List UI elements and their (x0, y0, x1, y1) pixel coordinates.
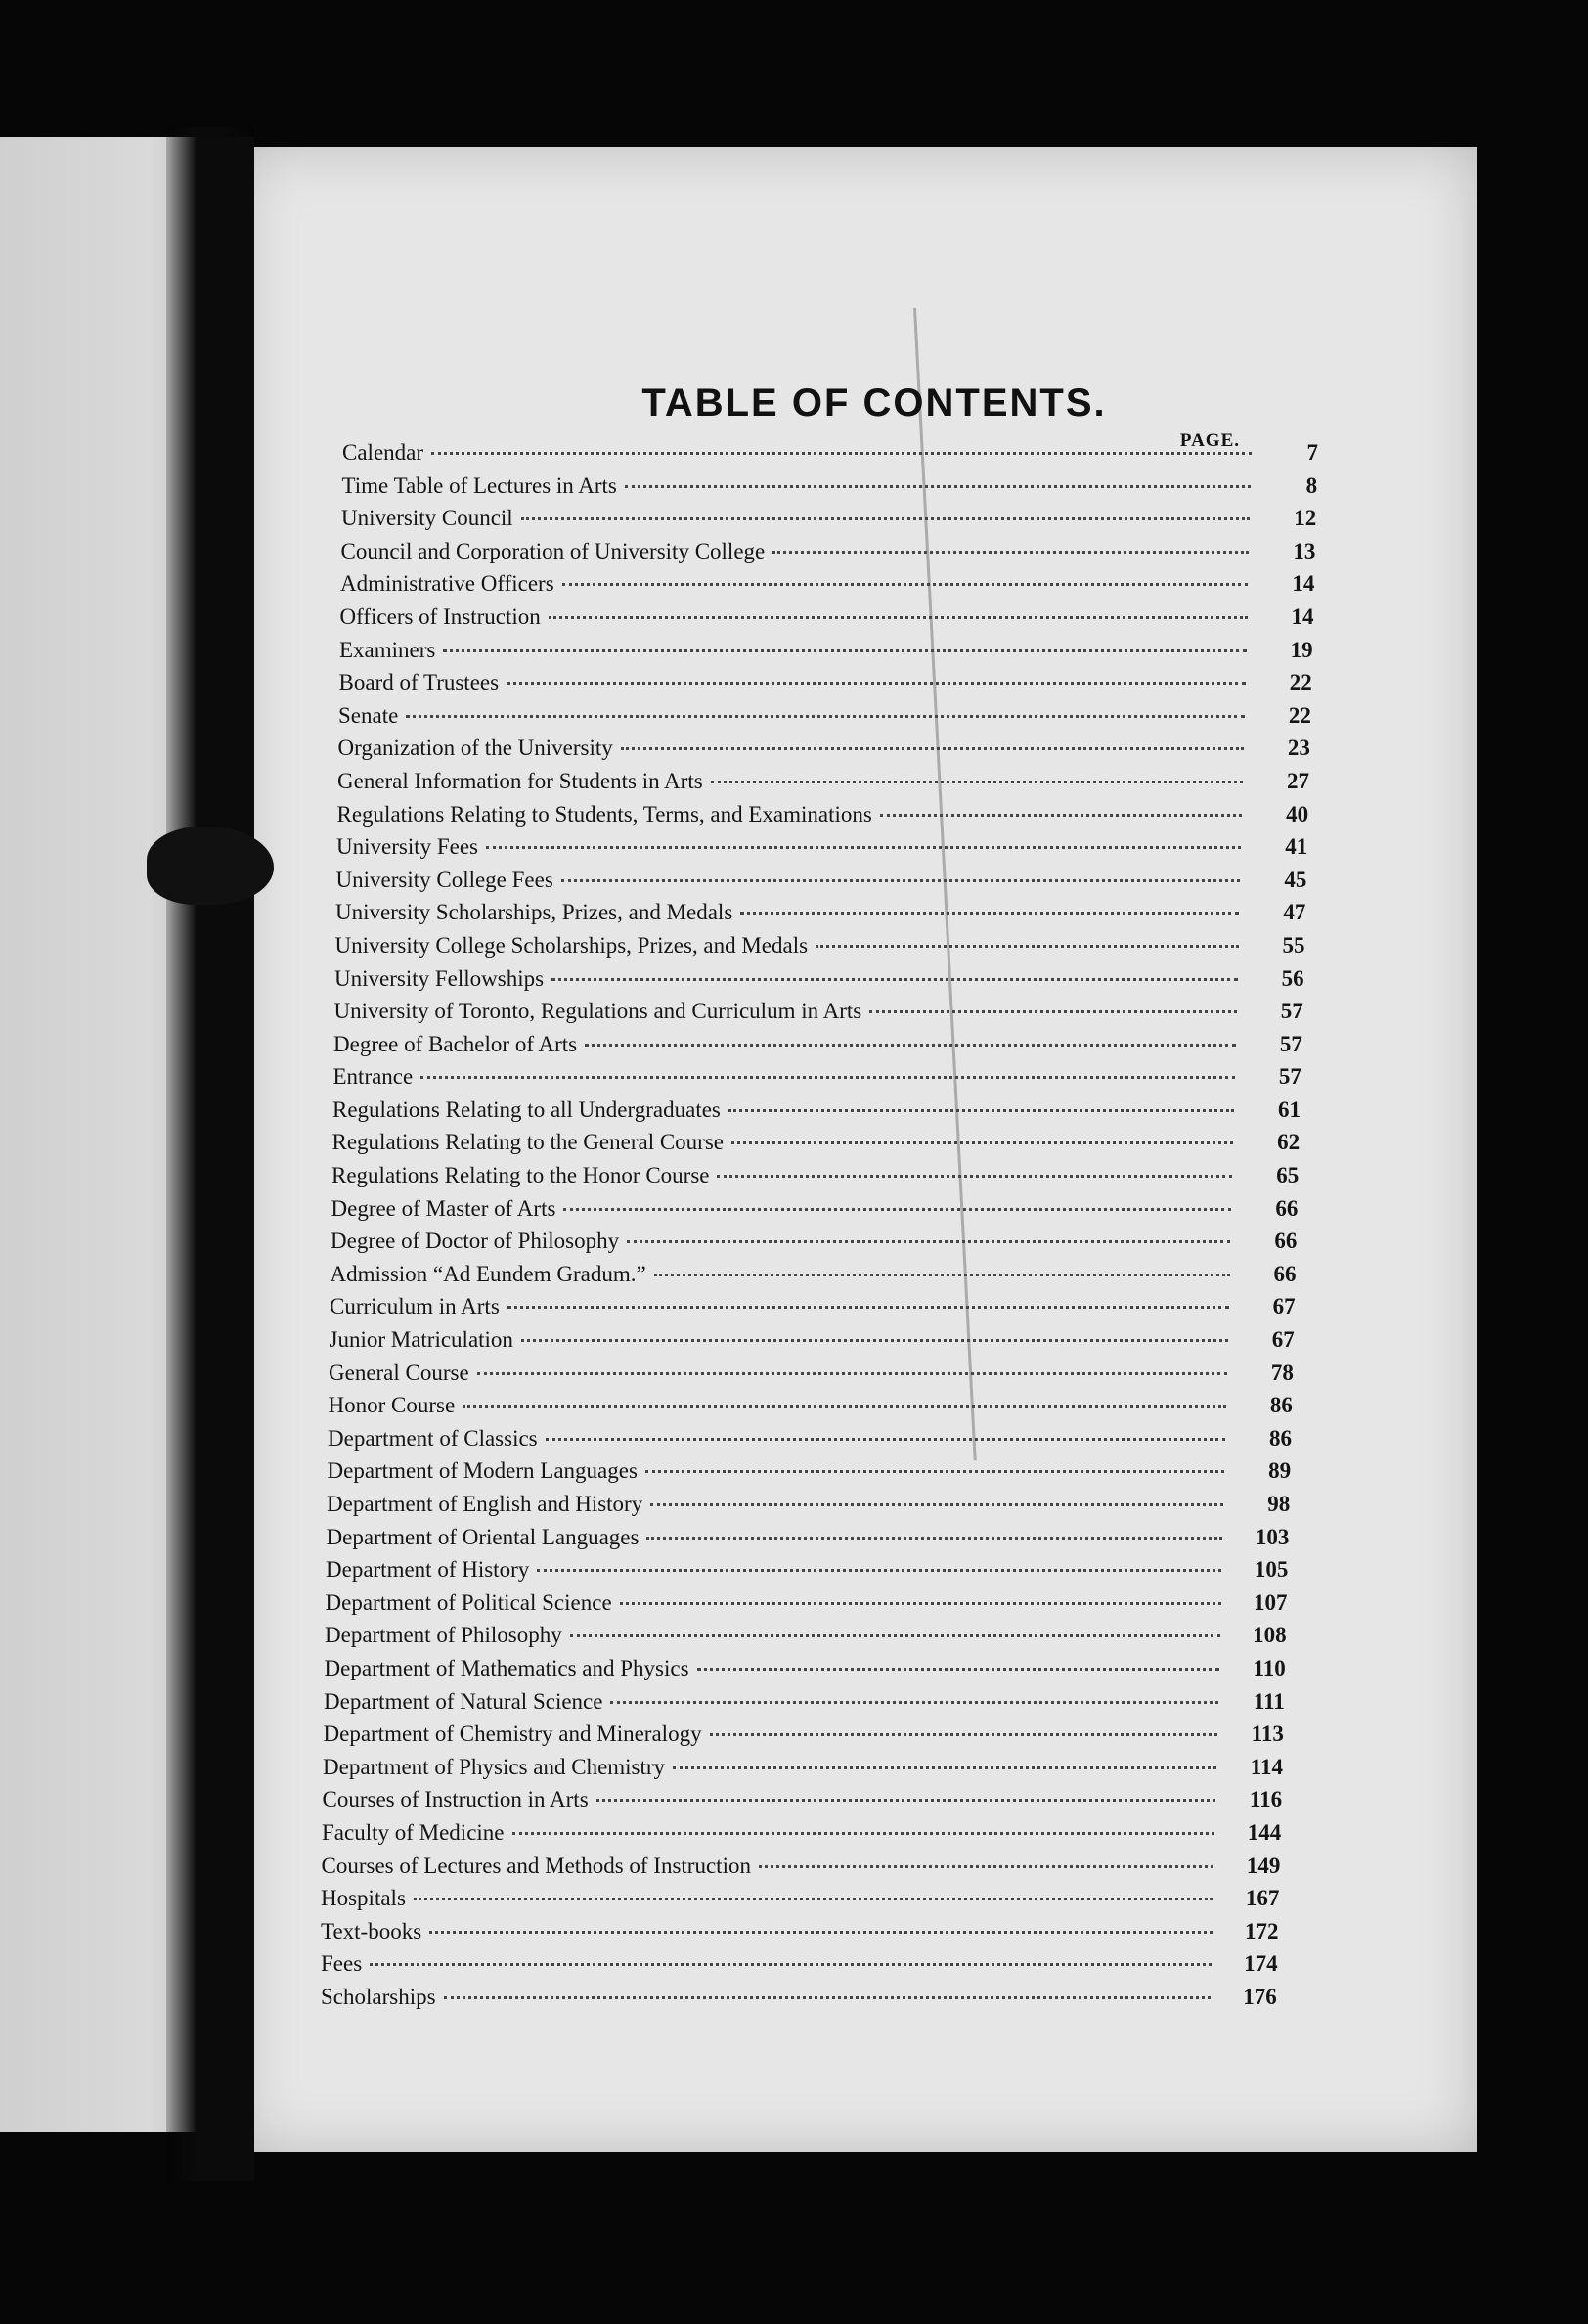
toc-entry (321, 1623, 1318, 1656)
toc-entry-label: Courses of Lectures and Methods of Instruction (321, 1853, 751, 1878)
toc-entry-label: Department of Philosophy (325, 1623, 562, 1648)
toc-entry-label: Department of Physics and Chemistry (323, 1754, 666, 1779)
toc-entry (321, 1721, 1318, 1755)
toc-entry (321, 1755, 1318, 1788)
toc-entry (321, 1032, 1318, 1065)
toc-entry-label: General Information for Students in Arts (337, 768, 703, 793)
toc-entry-label: General Course (329, 1360, 469, 1385)
toc-entry-label: Department of Mathematics and Physics (324, 1655, 689, 1680)
ink-blot (147, 827, 274, 905)
toc-entry (321, 1951, 1318, 1985)
toc-entry (321, 834, 1318, 868)
toc-entry (321, 571, 1318, 604)
toc-entry-label: University Fellowships (334, 965, 545, 991)
toc-entry-page: 13 (1293, 538, 1316, 563)
toc-entry-label: Regulations Relating to the General Course (331, 1130, 724, 1155)
toc-entry-leader (759, 1865, 1213, 1868)
toc-entry (321, 1656, 1318, 1689)
toc-entry-leader (549, 616, 1248, 619)
toc-entry-page: 62 (1277, 1130, 1301, 1155)
toc-entry-leader (477, 1372, 1227, 1375)
toc-entry-page: 65 (1276, 1163, 1300, 1188)
toc-entry-page: 144 (1247, 1819, 1282, 1845)
toc-entry-page: 67 (1271, 1327, 1295, 1353)
toc-entry (321, 1229, 1318, 1262)
toc-entry-page: 110 (1253, 1655, 1286, 1680)
toc-entry-label: Department of Natural Science (324, 1688, 603, 1714)
toc-entry (321, 868, 1318, 901)
toc-entry-page: 57 (1279, 1031, 1302, 1056)
toc-entry-leader (507, 682, 1246, 685)
book-binding (196, 137, 254, 2181)
toc-entry-page: 8 (1305, 472, 1318, 498)
toc-entry-label: Department of Oriental Languages (326, 1524, 640, 1549)
toc-entry-page: 107 (1254, 1589, 1288, 1615)
toc-entry-leader (646, 1537, 1222, 1540)
toc-entry (321, 703, 1318, 737)
toc-entry-page: 116 (1249, 1787, 1283, 1812)
toc-entry (321, 1787, 1318, 1820)
toc-entry-leader (420, 1076, 1235, 1079)
toc-entry-page: 14 (1291, 603, 1314, 629)
toc-entry-leader (561, 879, 1241, 882)
toc-entry (321, 999, 1318, 1032)
toc-entry-leader (429, 1931, 1212, 1934)
toc-entry-leader (585, 1044, 1236, 1047)
toc-entry-label: Faculty of Medicine (322, 1819, 505, 1845)
toc-entry-leader (697, 1668, 1219, 1671)
toc-entry-page: 113 (1251, 1721, 1284, 1747)
toc-entry-page: 172 (1245, 1918, 1279, 1944)
toc-entry (321, 638, 1318, 671)
toc-entry-page: 41 (1285, 834, 1308, 860)
toc-entry-label: University College Fees (335, 867, 553, 892)
toc-entry (321, 1097, 1318, 1131)
toc-entry-page: 167 (1245, 1886, 1280, 1911)
toc-entry (321, 1262, 1318, 1295)
toc-entry-leader (673, 1766, 1216, 1769)
toc-entry-label: Curriculum in Arts (330, 1294, 500, 1319)
toc-entry (321, 736, 1318, 769)
toc-entry-label: Time Table of Lectures in Arts (341, 472, 617, 498)
toc-entry-label: Examiners (339, 637, 436, 662)
toc-entry-label: Department of Chemistry and Mineralogy (323, 1721, 702, 1747)
toc-entry-leader (710, 1733, 1217, 1736)
toc-entry-leader (731, 1141, 1233, 1144)
toc-entry-page: 66 (1275, 1195, 1299, 1221)
toc-entry-page: 19 (1290, 637, 1313, 662)
page-title: TABLE OF CONTENTS. (641, 381, 1107, 425)
toc-entry-label: Calendar (342, 440, 424, 465)
toc-entry (321, 802, 1318, 835)
toc-entry-leader (521, 1339, 1228, 1342)
toc-entry (321, 1492, 1318, 1525)
toc-entry-page: 47 (1283, 900, 1306, 925)
toc-entry (321, 966, 1318, 1000)
toc-entry-leader (537, 1569, 1221, 1572)
toc-entry-label: Board of Trustees (338, 670, 500, 695)
toc-entry-label: University Fees (336, 834, 479, 860)
toc-entry (321, 769, 1318, 802)
toc-entry-page: 45 (1284, 867, 1307, 892)
toc-entry (321, 900, 1318, 933)
toc-entry-page: 103 (1255, 1524, 1290, 1549)
toc-entry-label: Regulations Relating to the Honor Course (331, 1163, 710, 1188)
toc-entry-page: 66 (1274, 1229, 1298, 1254)
toc-entry (321, 670, 1318, 703)
toc-entry-leader (521, 517, 1251, 520)
toc-entry-label: University Scholarships, Prizes, and Medals (335, 900, 733, 925)
toc-entry-label: Degree of Master of Arts (331, 1195, 556, 1221)
toc-entry-page: 22 (1288, 702, 1311, 728)
toc-entry (321, 1130, 1318, 1163)
toc-entry (321, 1985, 1318, 2018)
toc-entry-leader (654, 1274, 1230, 1276)
toc-entry-leader (370, 1963, 1211, 1966)
toc-entry-leader (625, 485, 1251, 488)
toc-entry-label: Organization of the University (337, 736, 613, 761)
toc-entry-page: 176 (1243, 1984, 1277, 2009)
toc-entry (321, 1919, 1318, 1952)
toc-entry-leader (570, 1634, 1220, 1637)
toc-entry-label: Degree of Doctor of Philosophy (331, 1229, 620, 1254)
toc-entry-leader (880, 814, 1242, 817)
toc-entry-page: 57 (1278, 1064, 1301, 1090)
toc-entry-leader (486, 846, 1241, 849)
toc-entry-leader (621, 747, 1244, 750)
toc-entry-page: 108 (1253, 1623, 1287, 1648)
toc-entry-leader (627, 1240, 1230, 1243)
toc-entry (321, 1196, 1318, 1229)
toc-entry (321, 1393, 1318, 1426)
toc-entry-leader (711, 781, 1243, 783)
toc-entry-leader (546, 1438, 1225, 1441)
toc-entry-leader (610, 1701, 1217, 1704)
toc-entry-label: Department of History (326, 1557, 530, 1583)
toc-entry-page: 66 (1273, 1261, 1297, 1286)
toc-entry-page: 14 (1292, 571, 1315, 597)
toc-entry-leader (717, 1175, 1232, 1178)
toc-entry (321, 1886, 1318, 1919)
toc-entry-label: Officers of Instruction (339, 603, 541, 629)
toc-entry-page: 86 (1269, 1425, 1292, 1451)
toc-entry-page: 61 (1278, 1096, 1301, 1122)
toc-entry-label: Degree of Bachelor of Arts (333, 1031, 578, 1056)
toc-entry-label: University College Scholarships, Prizes, and Medals (334, 932, 809, 958)
toc-entry-leader (772, 551, 1249, 554)
toc-entry-label: Honor Course (328, 1393, 456, 1418)
toc-entry-page: 98 (1267, 1492, 1291, 1516)
toc-entry (321, 1854, 1318, 1887)
toc-entry-label: Scholarships (321, 1984, 436, 2009)
toc-entry-page: 149 (1246, 1853, 1281, 1878)
toc-entry-leader (444, 1996, 1211, 1999)
toc-entry-page: 12 (1294, 506, 1317, 531)
toc-entry-page: 56 (1281, 965, 1304, 991)
toc-entry-page: 22 (1289, 670, 1312, 695)
toc-entry-page: 174 (1244, 1951, 1278, 1977)
toc-entry-page: 105 (1254, 1557, 1289, 1583)
toc-entry-page: 7 (1306, 440, 1318, 465)
toc-entry-leader (551, 978, 1238, 981)
toc-entry-label: Department of Classics (328, 1425, 538, 1451)
toc-entry-leader (431, 452, 1252, 455)
toc-entry-label: Department of English and History (327, 1492, 643, 1516)
toc-entry-leader (507, 1306, 1229, 1309)
toc-entry-page: 40 (1286, 801, 1309, 827)
toc-entry-page: 111 (1253, 1688, 1285, 1714)
toc-entry-leader (645, 1470, 1224, 1473)
toc-entry-leader (740, 912, 1239, 915)
toc-entry-page: 67 (1272, 1294, 1296, 1319)
toc-entry-page: 55 (1282, 932, 1305, 958)
toc-entry (321, 1426, 1318, 1459)
toc-entry-label: Admission “Ad Eundem Gradum.” (330, 1261, 646, 1286)
toc-entry-label: Department of Modern Languages (327, 1458, 638, 1484)
toc-entry-leader (512, 1832, 1215, 1835)
toc-entry-page: 23 (1287, 736, 1310, 761)
toc-entry (321, 1557, 1318, 1590)
toc-entry-label: Regulations Relating to Students, Terms, and Examinations (336, 801, 872, 827)
toc-entry (321, 1294, 1318, 1327)
toc-entry-page: 78 (1270, 1360, 1294, 1385)
toc-entry-label: Senate (338, 702, 399, 728)
toc-entry-leader (869, 1010, 1237, 1013)
toc-entry-page: 57 (1280, 999, 1303, 1024)
toc-entry-label: Council and Corporation of University College (340, 538, 766, 563)
toc-entry (321, 1689, 1318, 1722)
toc-entry-label: Fees (321, 1951, 363, 1977)
toc-entry-leader (406, 715, 1245, 718)
toc-entry-page: 114 (1250, 1754, 1283, 1779)
toc-entry-leader (620, 1602, 1221, 1605)
toc-entry-label: Text-books (321, 1918, 422, 1944)
toc-entry (321, 440, 1318, 473)
toc-entry-label: Courses of Instruction in Arts (322, 1787, 589, 1812)
toc-entry (321, 539, 1318, 572)
toc-entry-page: 86 (1269, 1393, 1293, 1418)
toc-entry-leader (414, 1898, 1213, 1900)
toc-entry (321, 1820, 1318, 1854)
toc-entry (321, 1163, 1318, 1196)
toc-entry (321, 1361, 1318, 1394)
toc-entry-label: Department of Political Science (325, 1589, 612, 1615)
toc-entry-label: University Council (341, 506, 513, 531)
toc-entry (321, 1590, 1318, 1624)
toc-entry (321, 473, 1318, 507)
toc-entry (321, 1458, 1318, 1492)
toc-entry (321, 1525, 1318, 1558)
toc-entry-label: University of Toronto, Regulations and Curriculum in Arts (333, 999, 862, 1024)
toc-entry-leader (728, 1109, 1234, 1112)
toc-entry-leader (562, 583, 1249, 586)
toc-entry (321, 506, 1318, 539)
toc-entry-leader (463, 1405, 1226, 1408)
toc-entry-label: Regulations Relating to all Undergraduates (332, 1096, 721, 1122)
toc-entry-leader (443, 649, 1246, 652)
toc-entry-page: 89 (1268, 1458, 1292, 1484)
toc-entry-label: Entrance (332, 1064, 414, 1090)
toc-entry-label: Hospitals (321, 1886, 406, 1911)
toc-entry-label: Junior Matriculation (329, 1327, 513, 1353)
toc-list (321, 440, 1318, 2018)
page-column-label: PAGE. (1179, 430, 1240, 451)
toc-entry (321, 1327, 1318, 1361)
toc-entry-leader (596, 1799, 1215, 1802)
toc-entry-page: 27 (1287, 768, 1309, 793)
page (243, 147, 1477, 2152)
toc-entry-leader (563, 1208, 1231, 1211)
toc-entry-leader (816, 945, 1238, 948)
toc-entry (321, 933, 1318, 966)
toc-entry-leader (650, 1503, 1223, 1506)
toc-entry (321, 1064, 1318, 1097)
toc-entry (321, 604, 1318, 638)
toc-entry-label: Administrative Officers (340, 571, 554, 597)
